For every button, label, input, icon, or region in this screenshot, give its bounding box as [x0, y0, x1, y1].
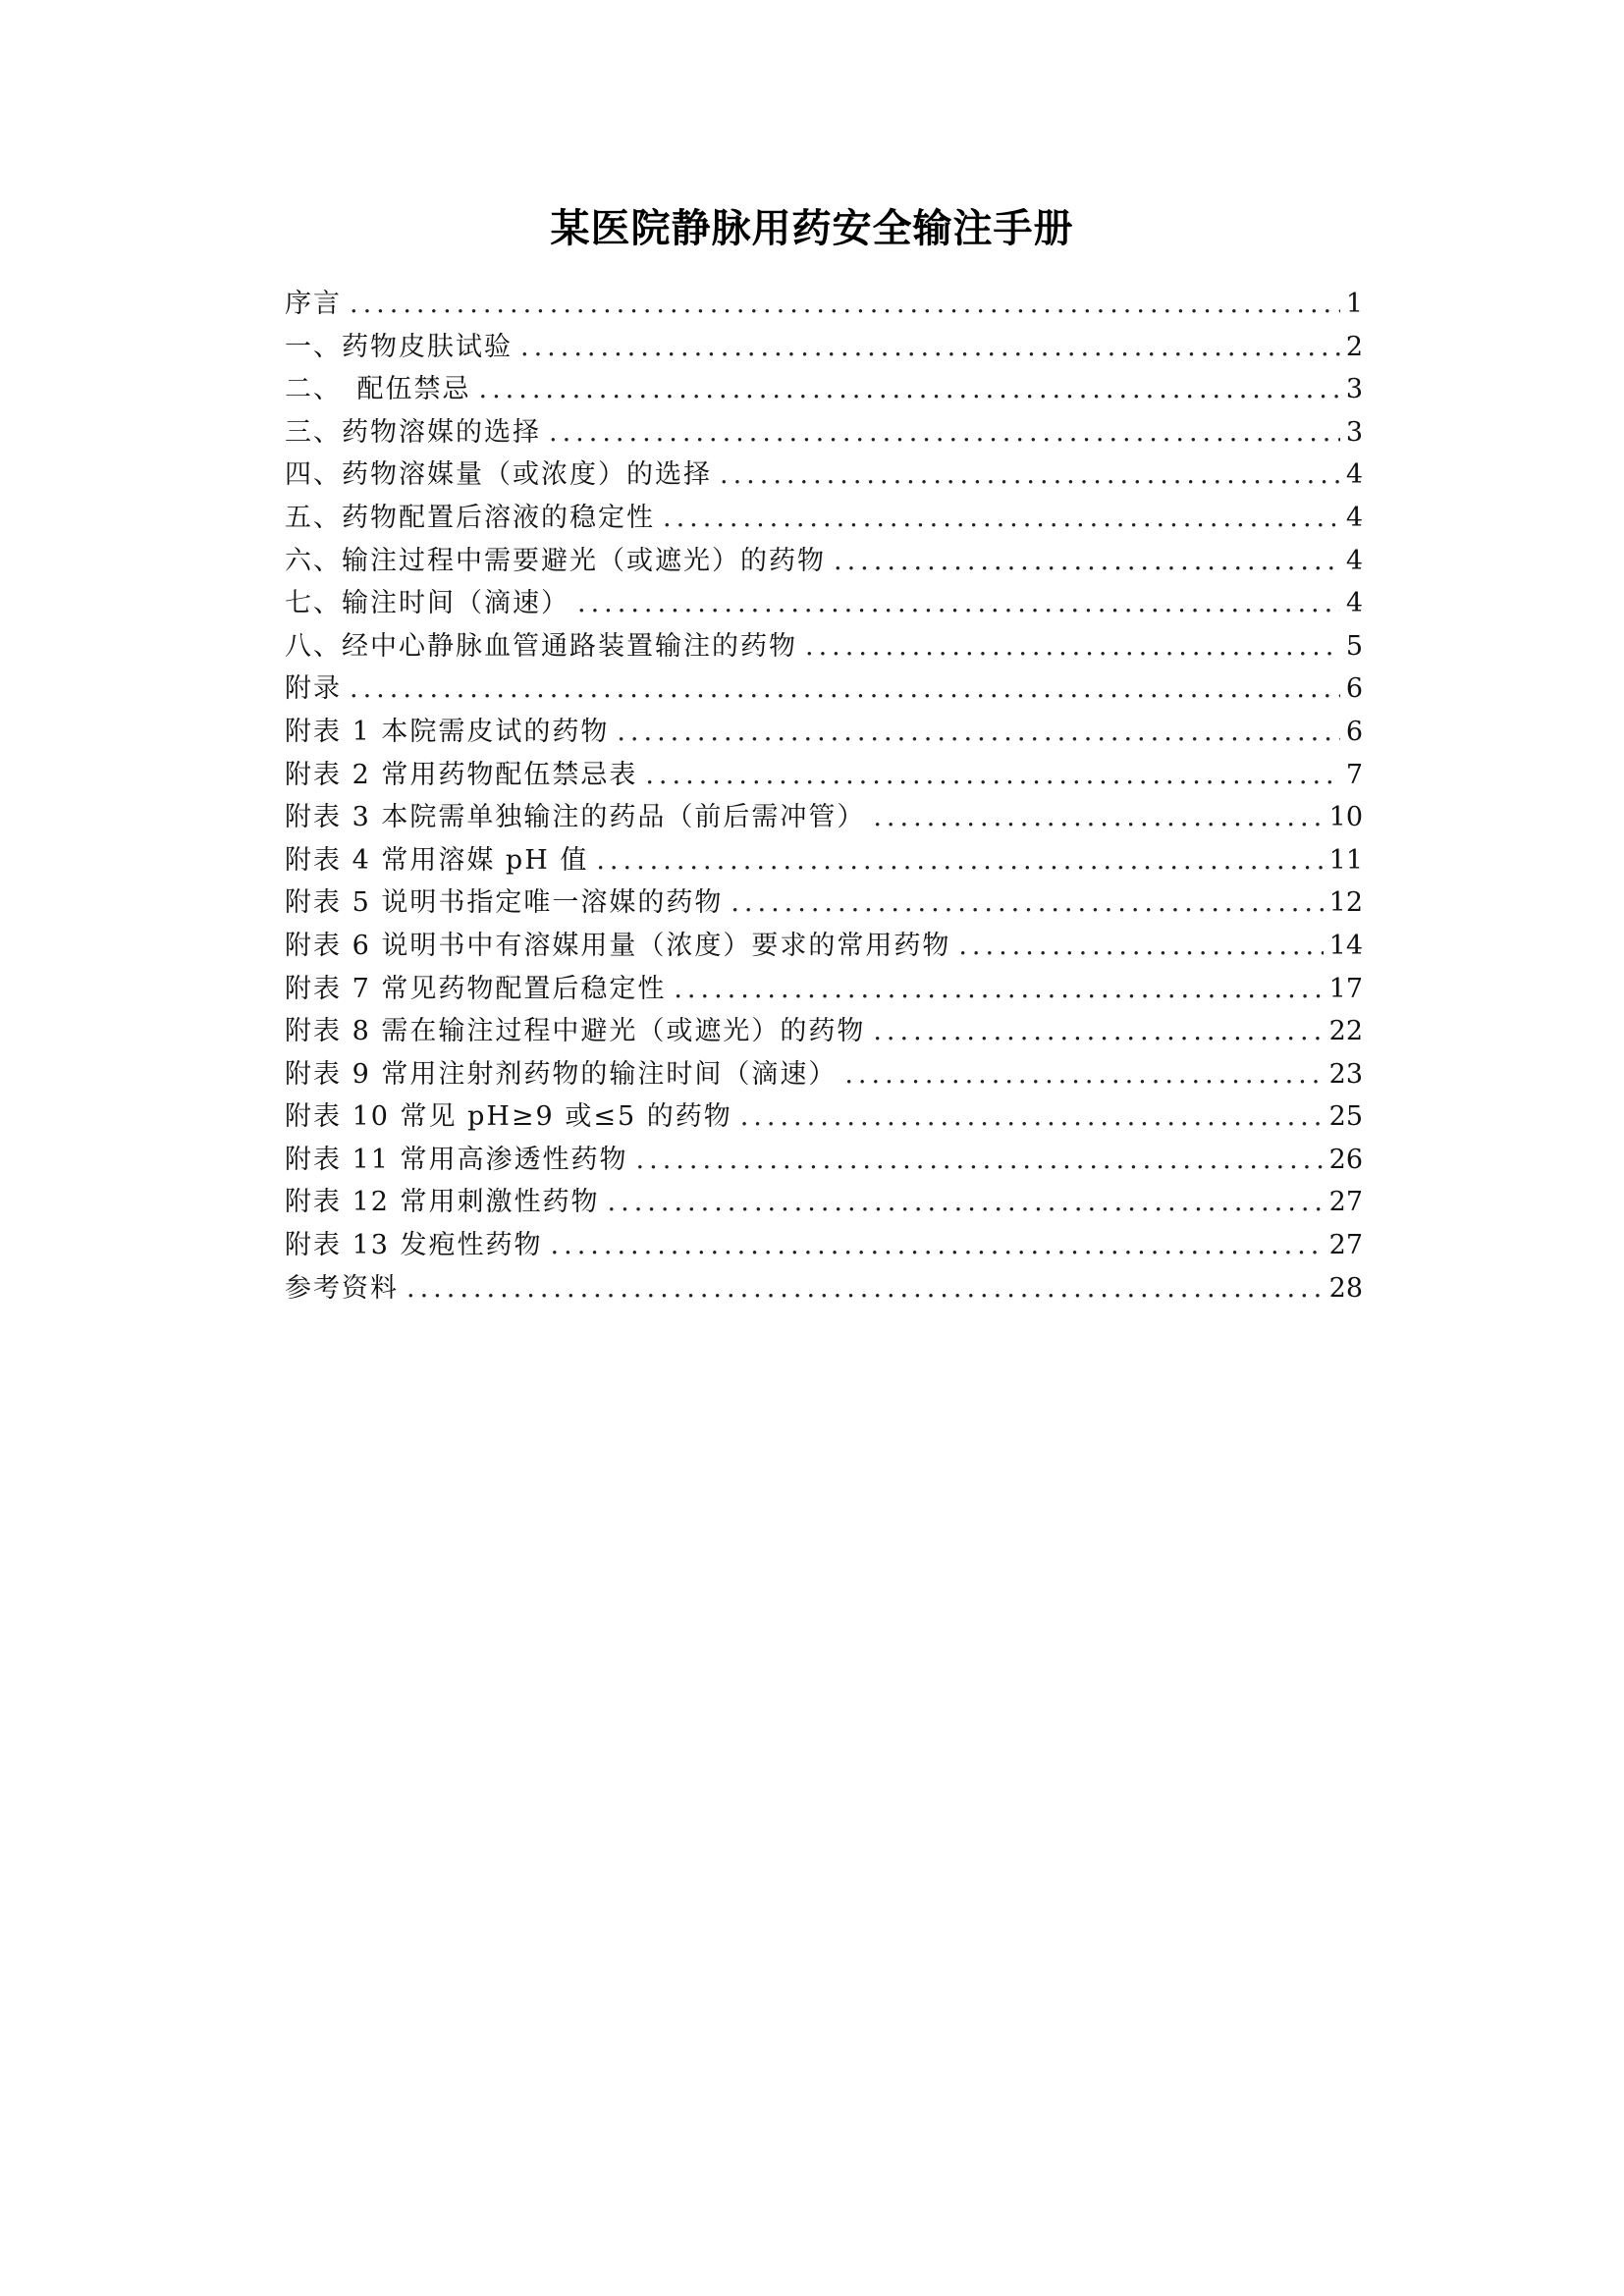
toc-entry-page-number: 1 [1345, 289, 1363, 319]
toc-entry-page-number: 27 [1328, 1230, 1363, 1261]
toc-entry-label: 二、 配伍禁忌 [285, 374, 471, 405]
toc-dot-leader [350, 667, 1340, 711]
toc-dot-leader [636, 1139, 1324, 1182]
toc-entry-page-number: 25 [1328, 1101, 1363, 1133]
toc-entry-page-number: 10 [1328, 802, 1363, 833]
toc-entry-label: 附表 1 本院需皮试的药物 [285, 716, 610, 747]
toc-entry[interactable] [285, 839, 1363, 882]
document-title: 某医院静脉用药安全输注手册 [550, 206, 1074, 251]
toc-entry-page-number: 4 [1345, 502, 1363, 533]
toc-entry-page-number: 11 [1328, 844, 1363, 876]
toc-entry-page-number: 26 [1328, 1144, 1363, 1175]
toc-entry-label: 附录 [285, 673, 342, 705]
toc-entry[interactable] [285, 1139, 1363, 1182]
toc-entry-page-number: 17 [1328, 973, 1363, 1004]
toc-dot-leader [608, 1181, 1324, 1224]
toc-entry-label: 一、药物皮肤试验 [285, 331, 513, 362]
toc-dot-leader [663, 497, 1340, 540]
toc-entry[interactable] [285, 711, 1363, 754]
table-of-contents [285, 283, 1363, 1309]
toc-entry[interactable] [285, 1010, 1363, 1053]
toc-entry-label: 参考资料 [285, 1272, 399, 1304]
toc-dot-leader [551, 1224, 1324, 1267]
toc-entry-page-number: 7 [1345, 759, 1363, 790]
toc-entry-page-number: 14 [1328, 930, 1363, 961]
toc-entry[interactable] [285, 454, 1363, 497]
toc-dot-leader [958, 925, 1323, 968]
toc-dot-leader [674, 968, 1323, 1011]
toc-entry[interactable] [285, 283, 1363, 326]
toc-entry-label: 附表 13 发疱性药物 [285, 1230, 543, 1261]
toc-entry[interactable] [285, 754, 1363, 797]
toc-entry-page-number: 4 [1345, 545, 1363, 576]
toc-entry-label: 附表 7 常见药物配置后稳定性 [285, 973, 667, 1004]
toc-dot-leader [577, 582, 1340, 625]
toc-entry-label: 附表 9 常用注射剂药物的输注时间（滴速） [285, 1058, 838, 1090]
toc-dot-leader [805, 625, 1340, 668]
toc-entry[interactable] [285, 368, 1363, 411]
toc-entry[interactable] [285, 925, 1363, 968]
toc-entry-label: 附表 12 常用刺激性药物 [285, 1187, 600, 1218]
toc-entry-label: 五、药物配置后溶液的稳定性 [285, 502, 655, 533]
toc-dot-leader [350, 283, 1340, 326]
toc-entry-page-number: 6 [1345, 673, 1363, 705]
toc-entry[interactable] [285, 625, 1363, 668]
toc-entry[interactable] [285, 1267, 1363, 1310]
toc-entry-label: 附表 6 说明书中有溶媒用量（浓度）要求的常用药物 [285, 930, 951, 961]
toc-entry-page-number: 6 [1345, 716, 1363, 747]
toc-dot-leader [834, 540, 1340, 583]
toc-dot-leader [844, 1053, 1323, 1096]
toc-dot-leader [731, 881, 1323, 925]
toc-entry-page-number: 3 [1345, 374, 1363, 405]
toc-entry[interactable] [285, 582, 1363, 625]
toc-entry-label: 附表 3 本院需单独输注的药品（前后需冲管） [285, 802, 866, 833]
toc-entry[interactable] [285, 540, 1363, 583]
toc-entry[interactable] [285, 411, 1363, 454]
toc-entry-label: 附表 2 常用药物配伍禁忌表 [285, 759, 638, 790]
toc-entry-page-number: 2 [1345, 331, 1363, 362]
toc-dot-leader [520, 326, 1340, 369]
toc-entry[interactable] [285, 1053, 1363, 1096]
toc-entry-label: 附表 4 常用溶媒 pH 值 [285, 844, 589, 876]
toc-dot-leader [479, 368, 1340, 411]
toc-entry-label: 附表 8 需在输注过程中避光（或遮光）的药物 [285, 1016, 866, 1047]
toc-entry-page-number: 22 [1328, 1016, 1363, 1047]
toc-dot-leader [740, 1095, 1324, 1139]
toc-entry-label: 附表 10 常见 pH≥9 或≤5 的药物 [285, 1101, 732, 1133]
toc-dot-leader [617, 711, 1339, 754]
toc-entry-label: 八、经中心静脉血管通路装置输注的药物 [285, 630, 797, 662]
toc-entry-page-number: 4 [1345, 459, 1363, 491]
toc-entry-page-number: 5 [1345, 630, 1363, 662]
toc-entry-label: 附表 11 常用高渗透性药物 [285, 1144, 628, 1175]
toc-dot-leader [596, 839, 1323, 882]
toc-dot-leader [406, 1267, 1324, 1310]
toc-entry-label: 四、药物溶媒量（或浓度）的选择 [285, 459, 712, 491]
toc-entry-label: 三、药物溶媒的选择 [285, 416, 541, 448]
toc-entry[interactable] [285, 497, 1363, 540]
toc-entry-page-number: 28 [1328, 1272, 1363, 1304]
toc-entry-label: 六、输注过程中需要避光（或遮光）的药物 [285, 545, 826, 576]
toc-dot-leader [720, 454, 1340, 497]
toc-entry[interactable] [285, 1095, 1363, 1139]
toc-entry-label: 七、输注时间（滴速） [285, 588, 569, 619]
toc-entry-page-number: 4 [1345, 588, 1363, 619]
toc-entry[interactable] [285, 667, 1363, 711]
toc-entry[interactable] [285, 326, 1363, 369]
toc-entry-page-number: 12 [1328, 887, 1363, 919]
toc-entry-page-number: 3 [1345, 416, 1363, 448]
toc-entry-page-number: 27 [1328, 1187, 1363, 1218]
toc-dot-leader [873, 796, 1323, 839]
toc-entry[interactable] [285, 1224, 1363, 1267]
toc-entry-page-number: 23 [1328, 1058, 1363, 1090]
toc-dot-leader [873, 1010, 1323, 1053]
toc-entry-label: 附表 5 说明书指定唯一溶媒的药物 [285, 887, 724, 919]
toc-entry-label: 序言 [285, 289, 342, 319]
toc-entry[interactable] [285, 968, 1363, 1011]
toc-dot-leader [549, 411, 1340, 454]
toc-dot-leader [645, 754, 1339, 797]
toc-entry[interactable] [285, 1181, 1363, 1224]
toc-entry[interactable] [285, 881, 1363, 925]
toc-entry[interactable] [285, 796, 1363, 839]
